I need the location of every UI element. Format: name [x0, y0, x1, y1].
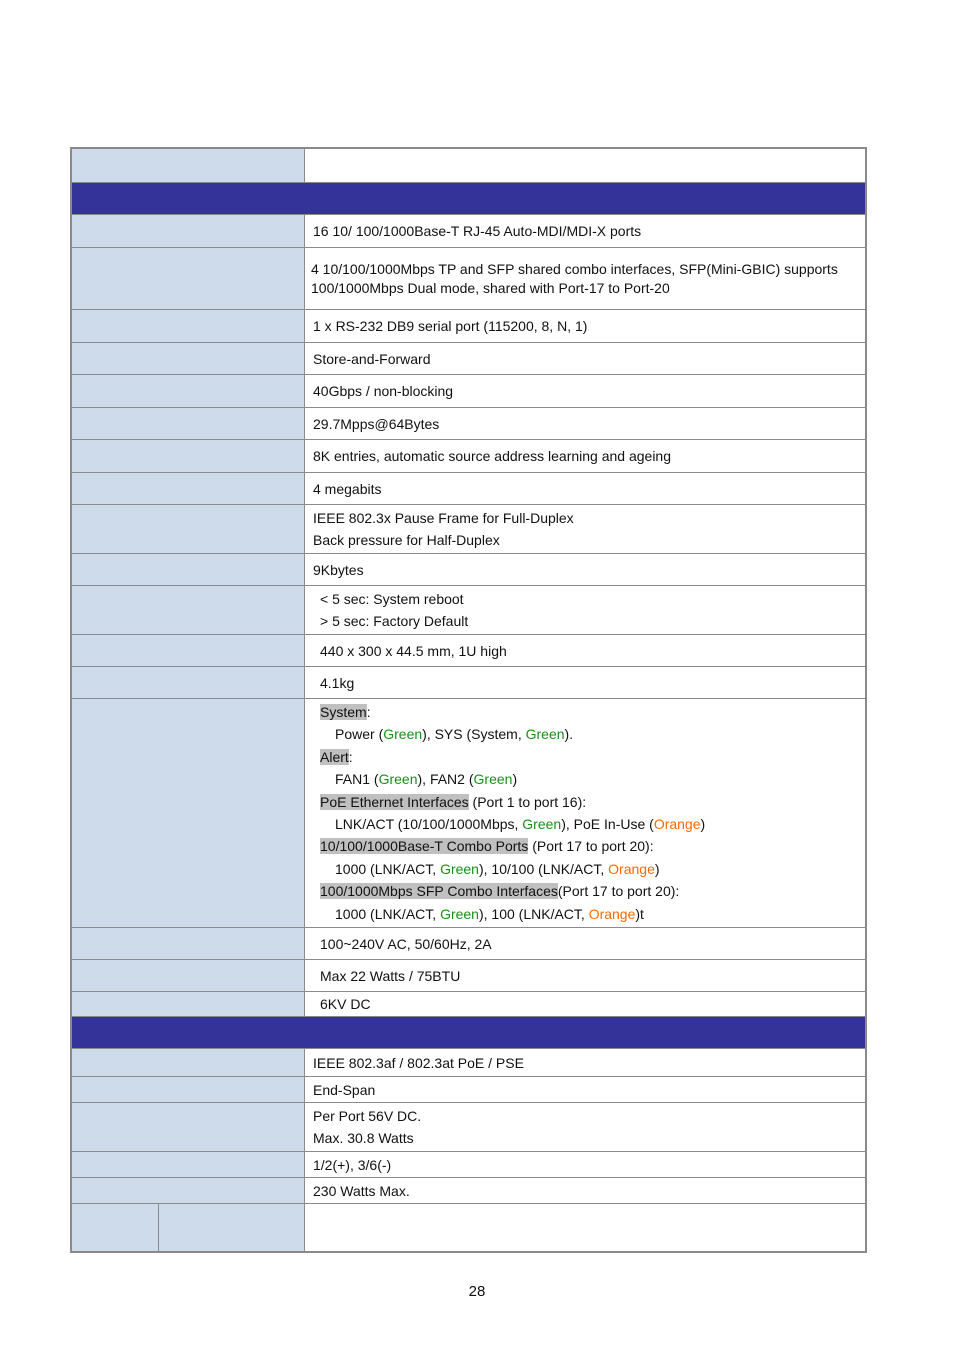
row-value-cell: [305, 505, 865, 553]
row-value-cell: [305, 635, 865, 666]
spec-row-ports: [72, 215, 865, 248]
value-text: Max. 30.8 Watts: [313, 1130, 414, 1146]
row-value-cell: [305, 215, 865, 247]
section-header-poe: [72, 1017, 865, 1049]
text-fragment: ), SYS (System,: [422, 726, 526, 743]
value-text: Per Port 56V DC.: [313, 1108, 422, 1124]
led-value-cell: [305, 699, 865, 927]
led-heading-poe-interfaces: PoE Ethernet Interfaces: [320, 793, 469, 810]
text-fragment: ), 100 (LNK/ACT,: [478, 905, 589, 922]
value-text: 100/1000Mbps Dual mode, shared with Port-17 to Port-20: [311, 279, 670, 296]
value-text: 4 10/100/1000Mbps TP and SFP shared combo interfaces, SFP(Mini-GBIC) supports: [311, 260, 838, 277]
row-value-cell: [305, 149, 865, 182]
row-label-cell: [72, 1204, 159, 1251]
led-line: [320, 880, 865, 902]
spec-row-poe-type: [72, 1077, 865, 1103]
color-word-green: Green: [440, 905, 479, 922]
color-word-orange: Orange: [608, 860, 655, 877]
spec-row-poe-output: [72, 1103, 865, 1152]
text-fragment: ).: [564, 726, 574, 743]
color-word-orange: Orange: [653, 816, 701, 832]
row-value-cell: [305, 473, 865, 504]
value-text: 1/2(+), 3/6(-): [313, 1156, 392, 1173]
led-line: [320, 723, 865, 745]
spec-row-poe-standard: [72, 1049, 865, 1077]
led-line: [320, 791, 865, 813]
row-label-cell: [72, 408, 305, 439]
row-label-cell: [72, 1103, 305, 1151]
spec-row-fabric: [72, 375, 865, 408]
led-line: [320, 768, 865, 790]
color-word-green: Green: [378, 771, 418, 788]
color-word-green: Green: [525, 726, 565, 743]
color-word-green: Green: [522, 816, 562, 832]
spec-row-throughput: [72, 408, 865, 440]
spec-row-switch-processing: [72, 343, 865, 375]
spec-row-power-consumption: [72, 960, 865, 992]
spec-row-dimensions: [72, 635, 865, 667]
led-heading-combo-sfp: 100/1000Mbps SFP Combo Interfaces: [320, 883, 558, 900]
row-value-cell: [305, 1103, 865, 1151]
spec-row-poe-budget: [72, 1178, 865, 1204]
value-text: Back pressure for Half-Duplex: [313, 532, 500, 548]
row-value-cell: [305, 928, 865, 959]
value-text: 230 Watts Max.: [313, 1182, 410, 1199]
row-label-cell: [72, 215, 305, 247]
spec-row-poe-pin: [72, 1152, 865, 1178]
row-value-cell: [305, 440, 865, 472]
spec-row-poe-last: [72, 1204, 865, 1251]
spec-row-reset: [72, 586, 865, 635]
value-text: < 5 sec: System reboot: [320, 591, 464, 607]
text-fragment: 1000 (LNK/ACT,: [335, 905, 441, 922]
row-label-cell: [72, 586, 305, 634]
led-line: [320, 746, 865, 768]
row-label-cell: [72, 1049, 305, 1076]
row-value-cell: [305, 960, 865, 991]
spec-row-combo: [72, 248, 865, 310]
spec-row-esd: [72, 992, 865, 1017]
value-text: 6KV DC: [320, 996, 371, 1012]
row-value-cell: [305, 1077, 865, 1102]
spec-row-address-table: [72, 440, 865, 473]
value-text: 8K entries, automatic source address learning and ageing: [313, 448, 671, 464]
color-word-green: Green: [440, 860, 479, 877]
row-label-cell: [72, 473, 305, 504]
led-line: [320, 903, 865, 925]
row-label-cell: [72, 635, 305, 666]
led-heading-combo-tp: 10/100/1000Base-T Combo Ports: [320, 838, 529, 855]
led-line: [320, 858, 865, 880]
row-value-cell: [305, 667, 865, 698]
specification-table: [70, 147, 867, 1253]
color-word-green: Green: [383, 726, 423, 743]
text-fragment: ), 10/100 (LNK/ACT,: [478, 860, 609, 877]
value-text: 40Gbps / non-blocking: [313, 383, 454, 399]
row-value-cell: [305, 1049, 865, 1076]
spec-row-flow-control: [72, 505, 865, 554]
text-fragment: ): [512, 771, 518, 788]
row-label-cell: [159, 1204, 305, 1251]
text-fragment: 1000 (LNK/ACT,: [335, 860, 441, 877]
led-line: [320, 813, 865, 835]
row-label-cell: [72, 960, 305, 991]
row-value-cell: [305, 1152, 865, 1177]
row-label-cell: [72, 928, 305, 959]
table-header-row: [72, 149, 865, 183]
row-value-cell: [305, 586, 865, 634]
value-text: 4.1kg: [320, 674, 355, 691]
value-text: 9Kbytes: [313, 561, 364, 578]
value-text: IEEE 802.3af / 802.3at PoE / PSE: [313, 1054, 524, 1071]
row-value-cell: [305, 343, 865, 374]
text-fragment: LNK/ACT (10/100/1000Mbps,: [335, 816, 523, 832]
text-fragment: (Port 17 to port 20):: [528, 838, 654, 855]
text-fragment: FAN1 (: [335, 771, 379, 788]
row-label-cell: [72, 667, 305, 698]
value-text: 4 megabits: [313, 480, 382, 497]
row-label-cell: [72, 992, 305, 1016]
spec-row-console: [72, 310, 865, 343]
value-text: Max 22 Watts / 75BTU: [320, 967, 461, 984]
text-fragment: (Port 1 to port 16):: [468, 793, 587, 810]
spec-row-weight: [72, 667, 865, 699]
value-text: 440 x 300 x 44.5 mm, 1U high: [320, 642, 507, 659]
value-text: IEEE 802.3x Pause Frame for Full-Duplex: [313, 510, 574, 526]
row-label-cell: [72, 310, 305, 342]
spec-row-led: [72, 699, 865, 928]
value-text: > 5 sec: Factory Default: [320, 613, 469, 629]
spec-row-jumbo: [72, 554, 865, 586]
row-label-cell: [72, 1178, 305, 1203]
row-value-cell: [305, 408, 865, 439]
spec-row-buffer: [72, 473, 865, 505]
value-text: End-Span: [313, 1081, 376, 1098]
row-value-cell: [305, 992, 865, 1016]
row-label-cell: [72, 149, 305, 182]
row-label-cell: [72, 699, 305, 927]
text-fragment: )t: [635, 905, 644, 922]
section-header-hardware: [72, 183, 865, 215]
value-text: Store-and-Forward: [313, 350, 431, 367]
page-number: 28: [468, 1283, 486, 1300]
row-value-cell: [305, 554, 865, 585]
row-label-cell: [72, 1077, 305, 1102]
row-value-cell: [305, 375, 865, 407]
row-label-cell: [72, 440, 305, 472]
row-value-cell: [305, 310, 865, 342]
row-value-cell: [305, 248, 865, 309]
text-fragment: (Port 17 to port 20):: [557, 883, 680, 900]
value-text: 29.7Mpps@64Bytes: [313, 415, 440, 432]
spec-row-power-requirement: [72, 928, 865, 960]
value-text: 16 10/ 100/1000Base-T RJ-45 Auto-MDI/MDI-X ports: [313, 223, 642, 239]
row-label-cell: [72, 343, 305, 374]
led-heading-alert: Alert: [320, 748, 349, 765]
led-heading-system: System: [320, 703, 367, 720]
text-fragment: :: [348, 748, 353, 765]
led-line: [320, 701, 865, 723]
text-fragment: ): [654, 860, 660, 877]
row-label-cell: [72, 554, 305, 585]
row-label-cell: [72, 505, 305, 553]
text-fragment: ), FAN2 (: [417, 771, 474, 788]
value-text: 100~240V AC, 50/60Hz, 2A: [320, 935, 492, 952]
row-label-cell: [72, 1152, 305, 1177]
color-word-green: Green: [473, 771, 513, 788]
text-fragment: Power (: [335, 726, 384, 743]
color-word-orange: Orange: [588, 905, 636, 922]
led-line: [320, 835, 865, 857]
row-label-cell: [72, 248, 305, 309]
text-fragment: ): [700, 816, 706, 832]
row-label-cell: [72, 375, 305, 407]
text-fragment: ), PoE In-Use (: [561, 816, 654, 832]
text-fragment: :: [366, 703, 371, 720]
row-value-cell: [305, 1178, 865, 1203]
value-text: 1 x RS-232 DB9 serial port (115200, 8, N, 1): [313, 318, 588, 334]
